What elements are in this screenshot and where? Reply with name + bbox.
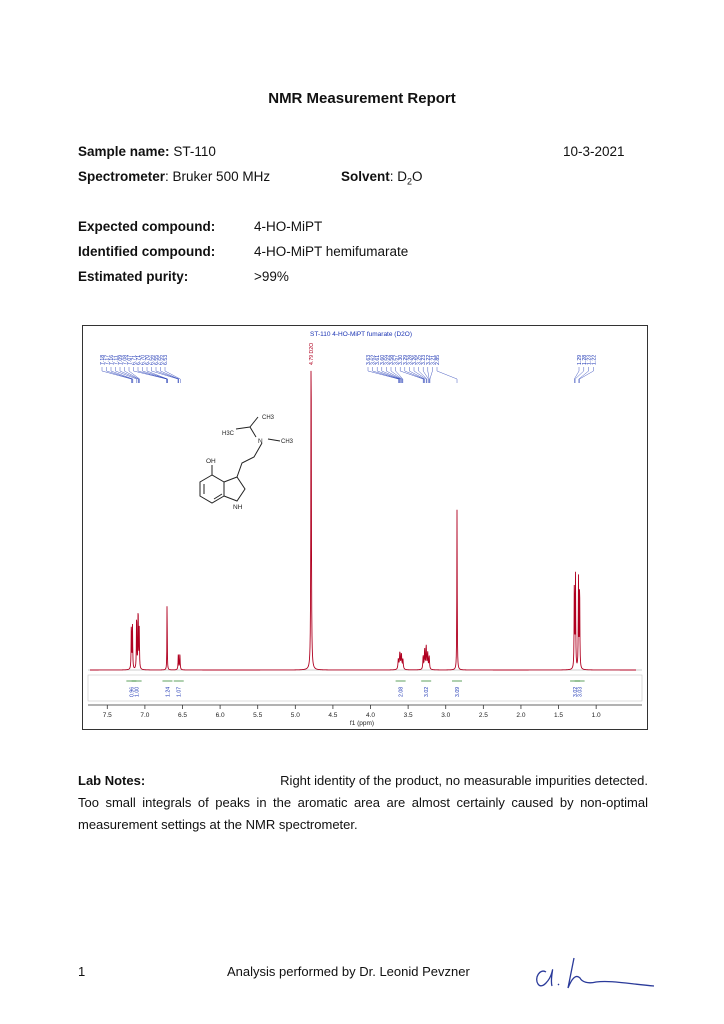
lab-notes-first-text: Right identity of the product, no measurable impurities detected. (280, 773, 648, 788)
isopropyl (250, 417, 258, 437)
peak-label: 1.28 (581, 354, 588, 365)
x-tick-label: 3.0 (441, 712, 451, 719)
peak-label-connector (143, 367, 168, 383)
identified-label: Identified compound: (78, 244, 216, 259)
signature-image (530, 950, 660, 995)
peak-label: 3.57 (393, 354, 400, 365)
integral-label: 2.08 (398, 686, 405, 697)
integral-label: 1.07 (176, 686, 183, 697)
solvent-row (341, 169, 423, 187)
peak-label: 3.61 (375, 354, 382, 365)
peak-label: 3.26 (412, 354, 418, 365)
lab-notes-body: Too small integrals of peaks in the aromatic area are almost certainly caused by non-optimal measurement settings at the NMR spectrometer. (78, 795, 648, 832)
peak-label-connector (414, 367, 426, 383)
integral-label: 0.96 (129, 686, 136, 697)
nmr-spectrum (82, 325, 648, 730)
peak-label-solvent (309, 343, 315, 365)
lab-notes-first-line (78, 770, 648, 792)
identified-value: 4-HO-MiPT hemifumarate (254, 244, 409, 259)
peak-label: 3.30 (398, 354, 405, 365)
analyst-credit: Analysis performed by Dr. Leonid Pevzner (227, 964, 470, 979)
integral-label: 3.02 (424, 686, 431, 697)
spectrum-frame (83, 326, 648, 730)
peak-label-connector (437, 367, 457, 383)
peak-label-connector (161, 367, 179, 383)
peak-label-connector (405, 367, 424, 383)
peak-label: 3.23 (421, 354, 428, 365)
peak-label: 3.59 (384, 354, 391, 365)
peak-label: 3.60 (379, 354, 386, 365)
solvent-subscript: 2 (407, 176, 413, 187)
x-tick-label: 1.0 (591, 712, 601, 719)
peak-label-connector (107, 367, 133, 383)
purity-label: Estimated purity: (78, 269, 189, 284)
peak-label: 7.18 (100, 354, 106, 365)
peak-label: 7.11 (113, 355, 120, 365)
x-tick-label: 4.0 (365, 712, 376, 719)
ch3-top-label: CH3 (262, 415, 275, 421)
integral-label: 3.02 (573, 686, 580, 697)
x-tick-label: 7.0 (140, 712, 150, 719)
peak-label: 3.29 (402, 354, 409, 365)
integral-label: 3.09 (455, 686, 462, 697)
x-tick-label: 5.0 (290, 712, 300, 719)
integral-label: 1.00 (134, 686, 141, 697)
peak-label-connector (400, 367, 423, 383)
peak-label-connector (373, 367, 400, 383)
peak-label-connector (111, 367, 133, 383)
spectrometer-label: Spectrometer (78, 169, 166, 184)
solvent-label: Solvent (341, 169, 390, 184)
nh-label: NH (233, 504, 243, 511)
sample-label: Sample name: (78, 144, 170, 159)
peak-labels-aliphatic (366, 355, 457, 383)
report-title: NMR Measurement Report (268, 90, 456, 107)
n-label: N (258, 438, 263, 445)
integral-label: 3.03 (577, 686, 584, 697)
sample-value: ST-110 (173, 144, 216, 159)
n-methyl-bond (268, 439, 280, 441)
peak-label: 7.08 (122, 354, 129, 365)
signature-stroke (537, 958, 654, 988)
peak-label: 4.79 D2O (309, 342, 316, 365)
peak-label: 7.16 (109, 354, 115, 365)
peak-label-connector (430, 367, 432, 383)
x-axis-label: f1 (ppm) (349, 720, 375, 727)
peak-label: 3.62 (370, 354, 377, 365)
lab-notes-label: Lab Notes: (78, 773, 146, 788)
peak-label: 1.29 (577, 354, 583, 365)
peak-label: 6.53 (163, 354, 169, 365)
peak-label: 1.23 (586, 354, 593, 365)
report-date: 10-3-2021 (563, 144, 625, 159)
peak-label: 1.22 (591, 354, 598, 365)
x-axis-ticks (103, 705, 601, 719)
pyrrole-ring (224, 477, 245, 501)
solvent-value-prefix: : D (389, 169, 408, 184)
peak-label: 7.07 (127, 354, 133, 365)
peak-label: 6.71 (136, 354, 142, 365)
peak-label-connector (134, 367, 167, 383)
lab-notes (78, 770, 648, 836)
expected-label: Expected compound: (78, 219, 216, 234)
peak-label: 3.22 (425, 354, 432, 365)
peak-label: 2.85 (435, 354, 441, 365)
isopropyl-methyl (236, 427, 250, 429)
expected-value: 4-HO-MiPT (254, 219, 323, 234)
spectrometer-value: : Bruker 500 MHz (165, 169, 271, 184)
x-tick-label: 2.5 (478, 712, 488, 719)
peak-label: 6.55 (154, 354, 160, 365)
peak-label: 6.70 (140, 354, 147, 365)
peak-labels-aromatic (100, 355, 180, 383)
peak-label: 7.17 (104, 354, 111, 365)
purity-value: >99% (254, 269, 289, 284)
peak-label: 6.70 (145, 354, 151, 365)
peak-label: 3.58 (389, 354, 395, 365)
peak-label: 7.09 (118, 354, 124, 365)
oh-label: OH (206, 458, 216, 465)
peak-label-connector (580, 367, 594, 383)
x-tick-label: 4.5 (328, 712, 338, 719)
h3c-label: H3C (222, 431, 235, 437)
peak-label: 3.25 (416, 354, 423, 365)
peak-label: 3.28 (407, 354, 414, 365)
integral-label: 1.24 (165, 686, 172, 697)
x-tick-label: 6.0 (215, 712, 225, 719)
x-tick-label: 6.5 (177, 712, 188, 719)
spectrum-trace (90, 371, 636, 670)
page-number: 1 (78, 964, 86, 979)
x-tick-label: 5.5 (253, 712, 263, 719)
peak-label-connector (382, 367, 401, 383)
peak-label: 3.21 (430, 354, 437, 365)
integral-labels (126, 681, 584, 697)
x-tick-label: 7.5 (102, 712, 112, 719)
sample-row (78, 144, 216, 159)
peak-label: 3.63 (366, 354, 372, 365)
x-tick-label: 2.0 (516, 712, 526, 719)
peak-label: 6.56 (149, 354, 156, 365)
ch3-right-label: CH3 (281, 439, 294, 445)
peak-labels-methyl (574, 355, 597, 383)
spectrometer-row (78, 169, 270, 184)
x-tick-label: 1.5 (554, 712, 564, 719)
solvent-value-suffix: O (412, 169, 423, 184)
peak-label: 6.55 (158, 354, 165, 365)
ethyl-chain (237, 443, 262, 477)
x-tick-label: 3.5 (403, 712, 413, 719)
spectrum-header: ST-110 4-HO-MiPT fumarate (D2O) (310, 331, 412, 338)
peak-label: 6.71 (131, 354, 138, 365)
